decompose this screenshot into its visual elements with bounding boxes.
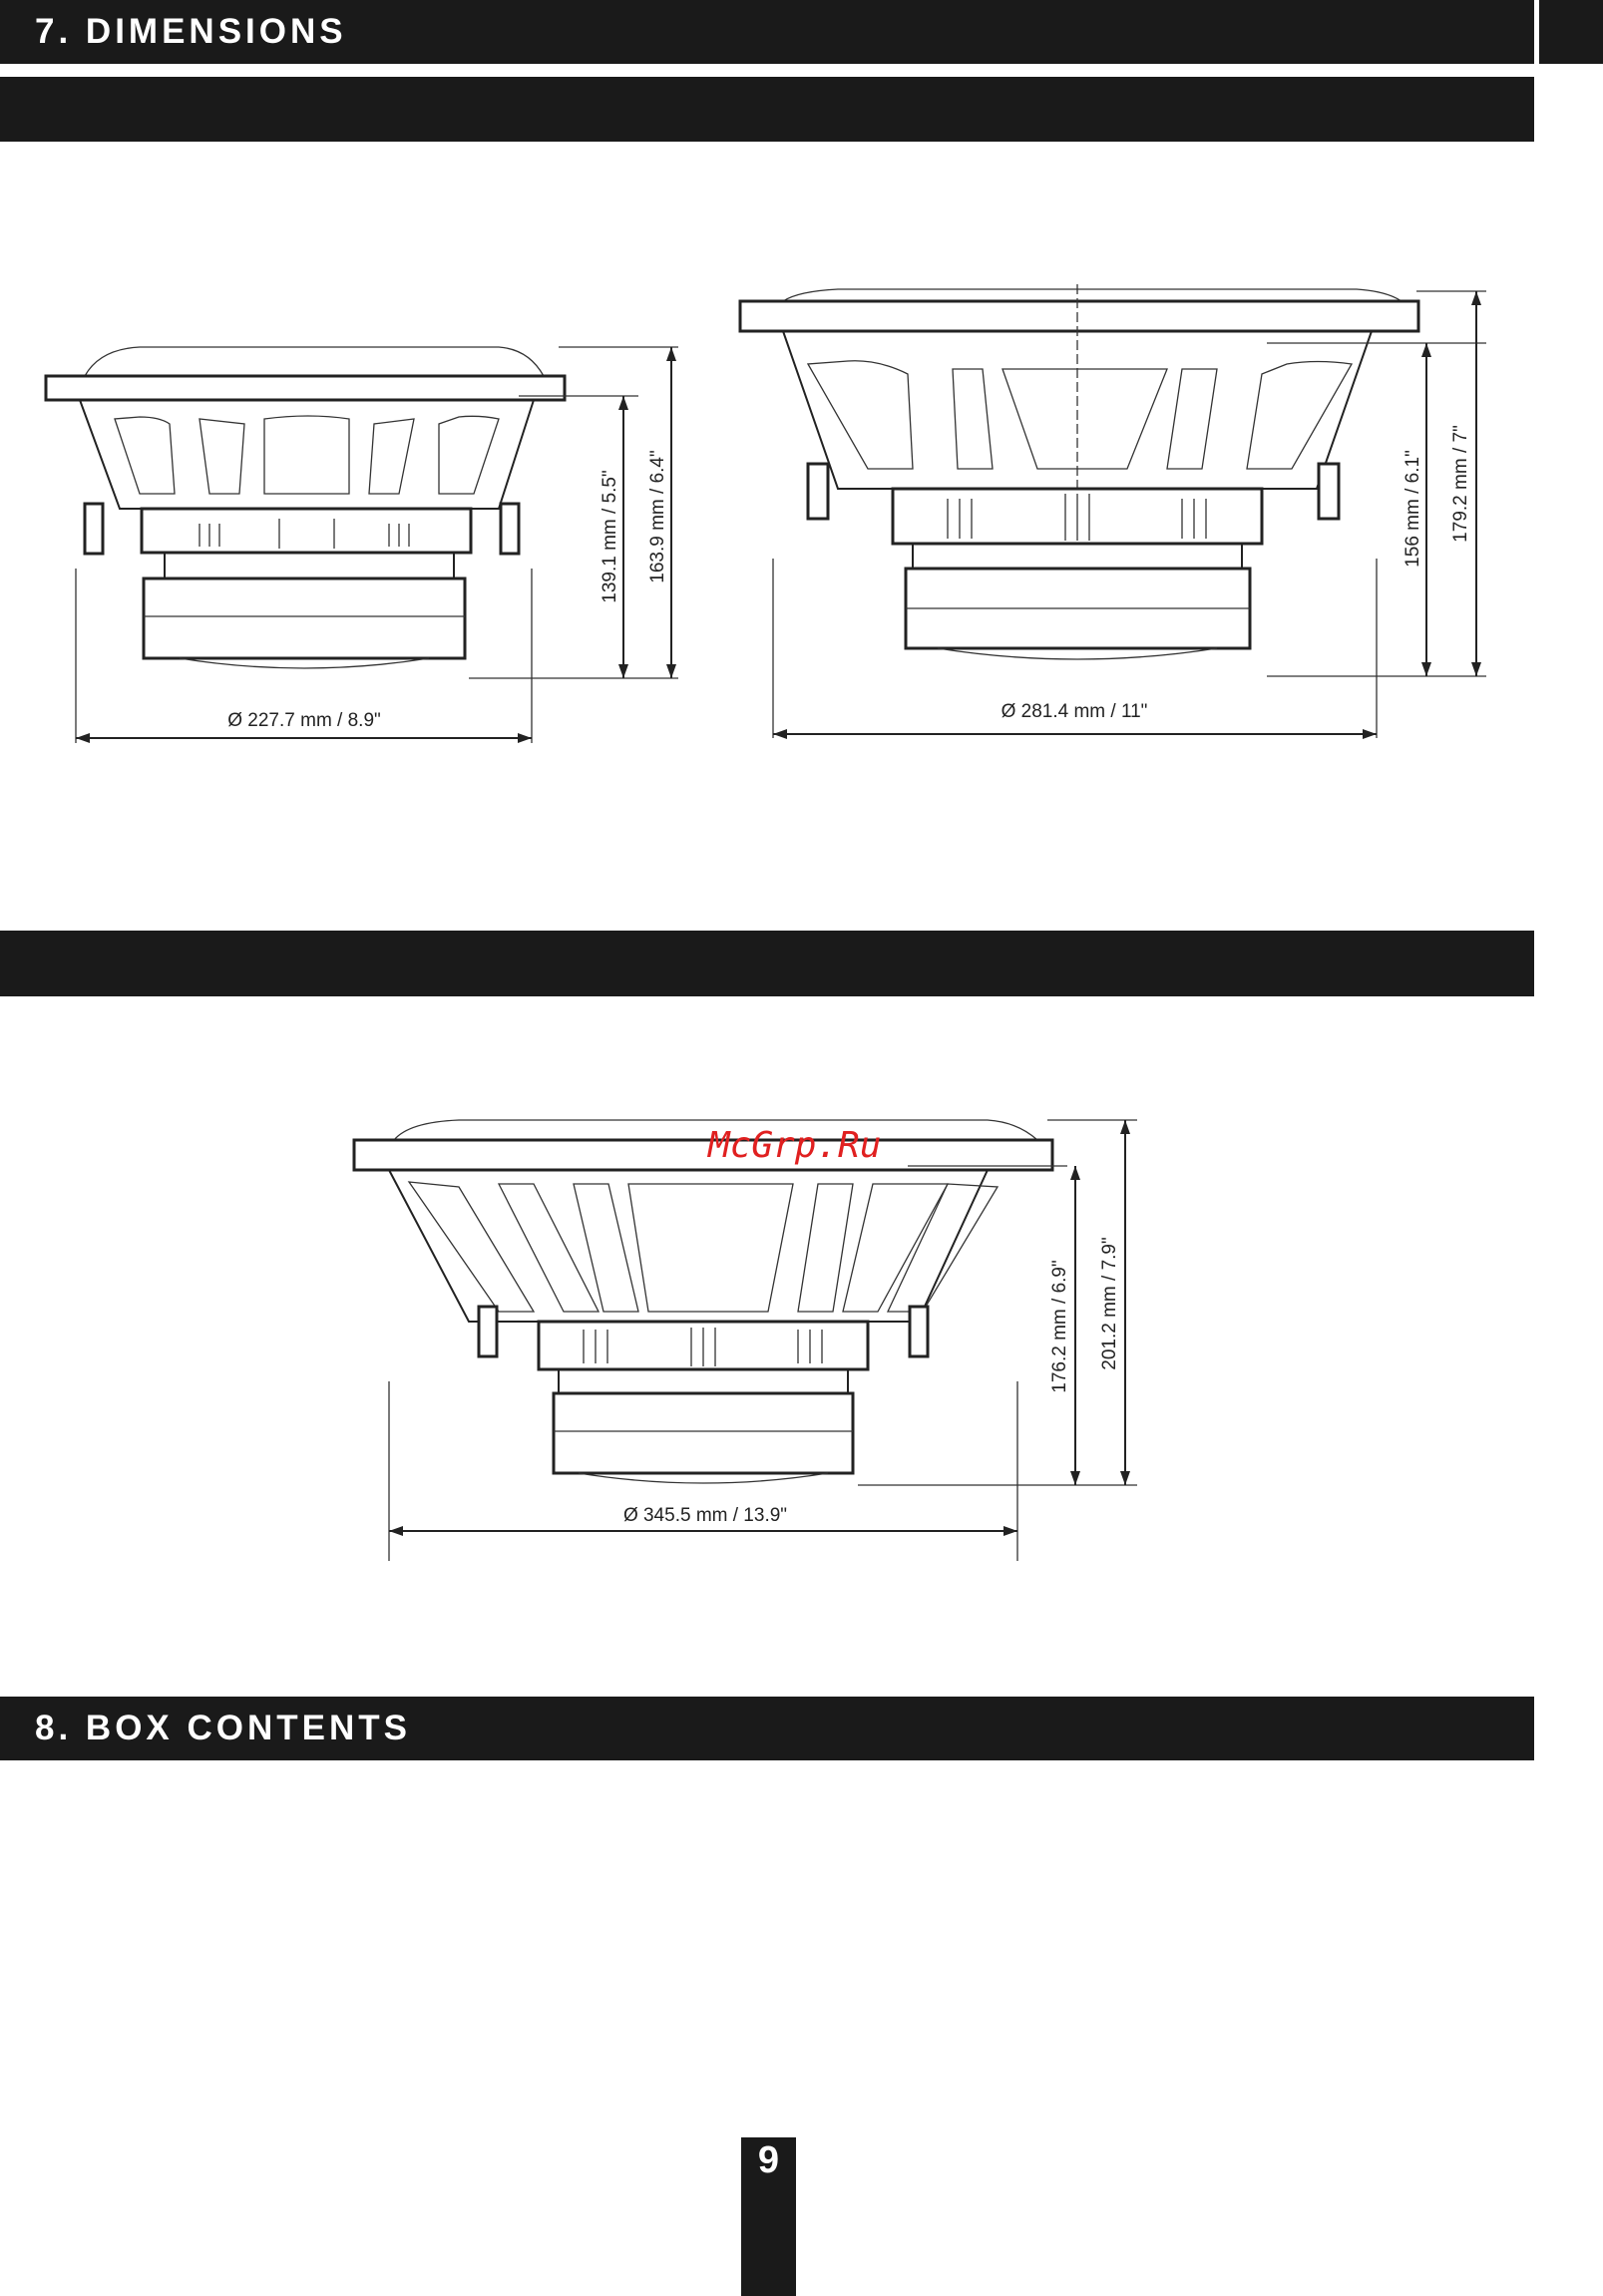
large-woofer-inner-height-label: 176.2 mm / 6.9" (1049, 1260, 1070, 1393)
small-woofer-outer-height-label: 163.9 mm / 6.4" (647, 450, 668, 583)
section-8-title: 8. BOX CONTENTS (35, 1709, 411, 1747)
large-woofer-diameter-label: Ø 345.5 mm / 13.9" (622, 1505, 788, 1526)
small-woofer-drawing (40, 279, 698, 758)
header-right-tab (1539, 0, 1603, 64)
large-woofer-drawing (349, 1112, 1147, 1571)
section-7-header-bar (0, 0, 1534, 64)
small-woofer-speaker-outline (46, 347, 565, 668)
large-woofer-speaker-outline (354, 1120, 1052, 1483)
small-woofer-inner-height-label: 139.1 mm / 5.5" (600, 470, 620, 603)
medium-woofer-inner-height-label: 156 mm / 6.1" (1403, 450, 1423, 568)
medium-woofer-diameter-label: Ø 281.4 mm / 11" (1001, 701, 1148, 722)
section-7-title: 7. DIMENSIONS (35, 12, 347, 51)
medium-woofer-outer-height-label: 179.2 mm / 7" (1450, 425, 1471, 543)
subsection-bar-1 (0, 77, 1534, 142)
page-number-tab (741, 2137, 796, 2296)
medium-woofer-speaker-outline (740, 284, 1418, 659)
page-number: 9 (757, 2139, 780, 2181)
small-woofer-diameter-label: Ø 227.7 mm / 8.9" (227, 710, 381, 731)
subsection-bar-2 (0, 931, 1534, 996)
section-8-header-bar (0, 1697, 1534, 1760)
large-woofer-outer-height-label: 201.2 mm / 7.9" (1099, 1237, 1120, 1370)
medium-woofer-drawing (728, 269, 1546, 758)
watermark-text: McGrp.Ru (708, 1125, 882, 1166)
